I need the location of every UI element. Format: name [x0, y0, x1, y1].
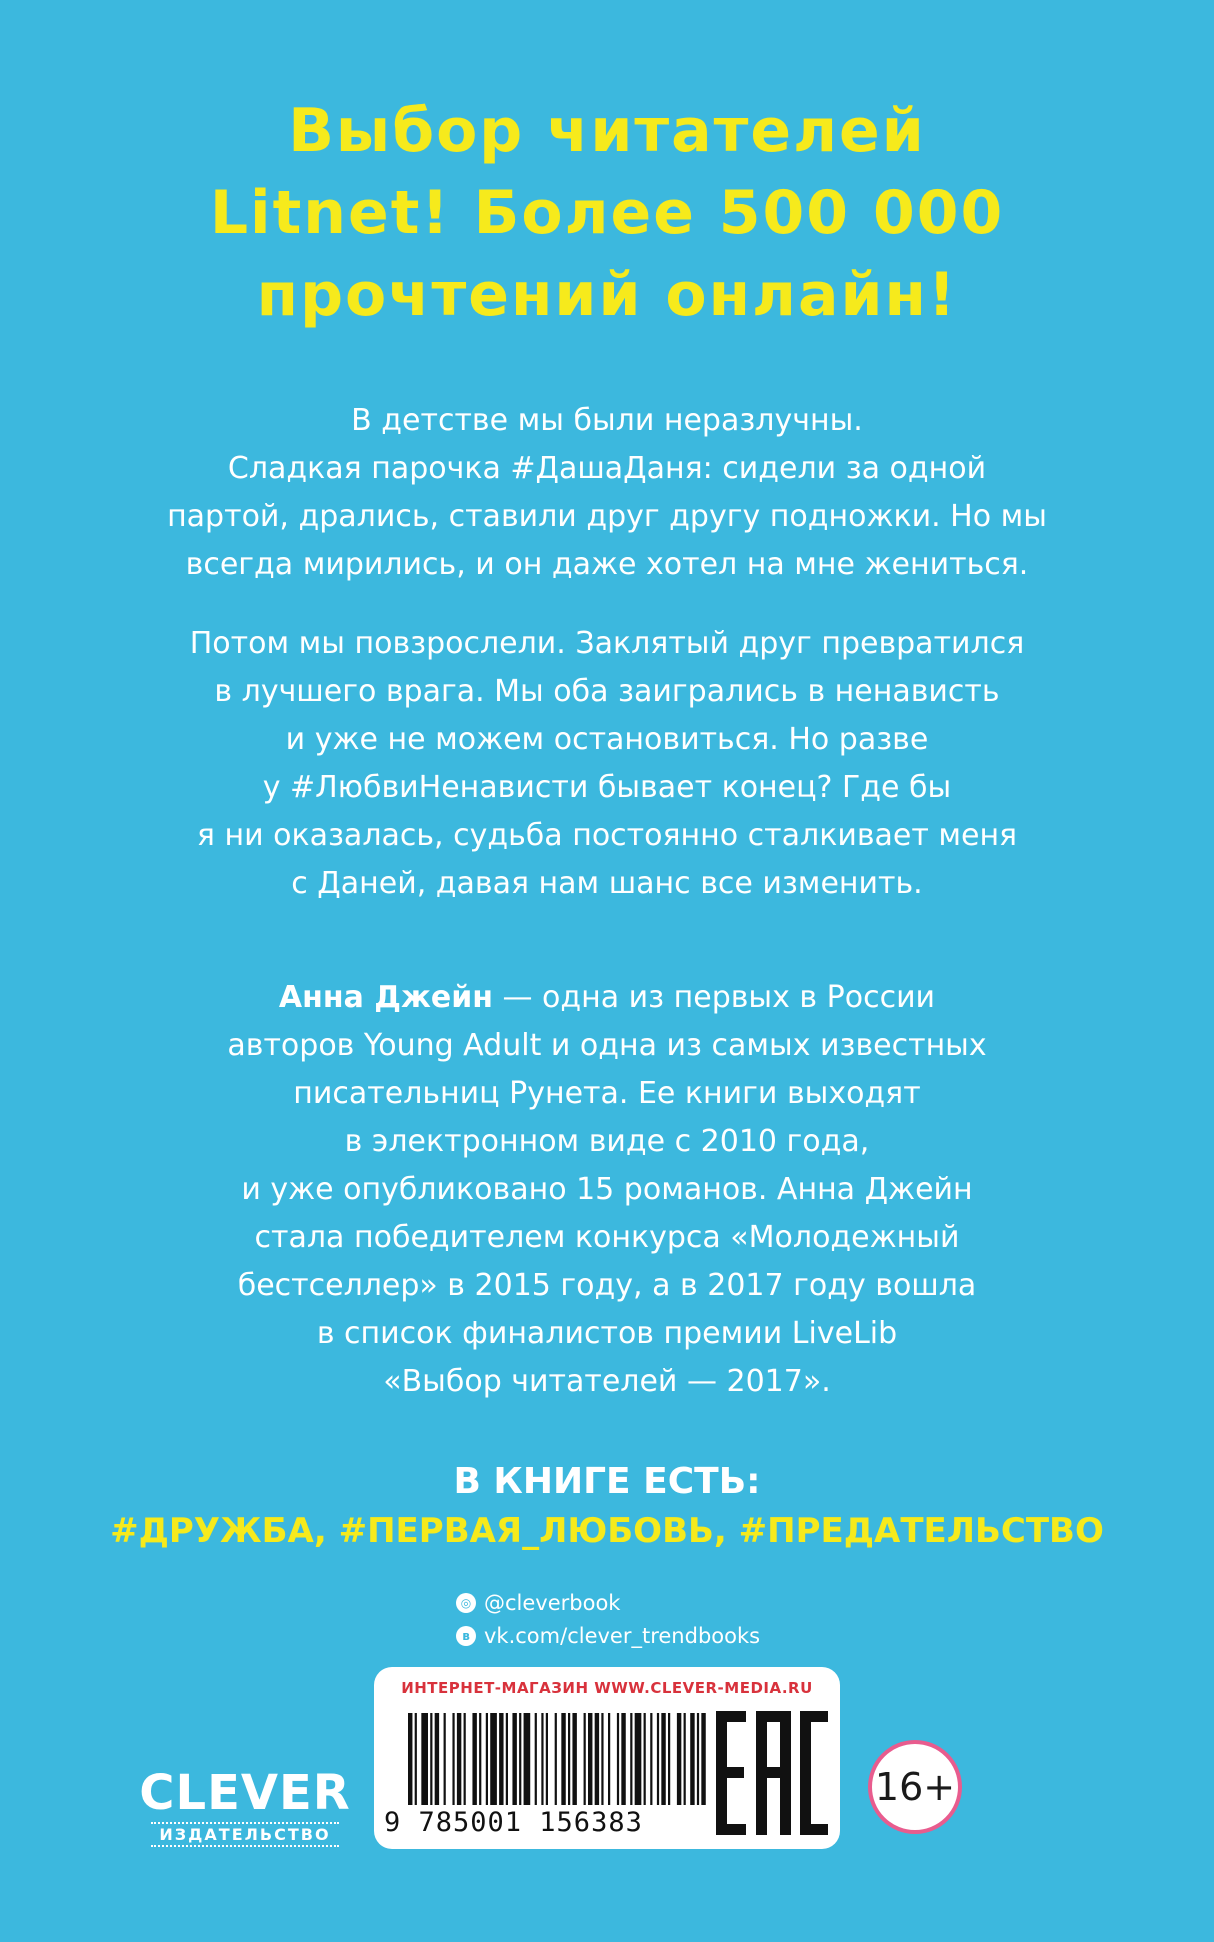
barcode-bar: [588, 1713, 592, 1805]
barcode-bar: [635, 1713, 642, 1805]
barcode-bar: [472, 1713, 476, 1805]
barcode-label: [374, 1667, 840, 1849]
paragraph-line: В детстве мы были неразлучны.: [351, 403, 863, 438]
barcode-bar: [701, 1713, 705, 1805]
barcode-bar: [452, 1713, 454, 1805]
barcode-bar: [490, 1713, 497, 1805]
barcode-bar: [568, 1713, 570, 1805]
barcode-bar: [668, 1713, 670, 1805]
barcode-bar: [435, 1713, 439, 1805]
paragraph-line: я ни оказалась, судьба постоянно сталкивает меня: [196, 818, 1018, 853]
barcode-bar: [584, 1713, 586, 1805]
publisher-logo: [130, 1765, 360, 1847]
barcode-bar: [644, 1713, 646, 1805]
paragraph-line: стала победителем конкурса «Молодежный: [254, 1220, 960, 1255]
headline-line: Litnet! Более 500 000: [209, 178, 1005, 248]
author-bio-first-line: — одна из первых в России: [492, 980, 936, 1015]
paragraph-line: и уже не можем остановиться. Но разве: [285, 722, 929, 757]
paragraph-line: авторов Young Adult и одна из самых известных: [227, 1028, 987, 1063]
paragraph-line: Сладкая парочка #ДашаДаня: сидели за одной: [227, 451, 987, 486]
paragraph-line: бестселлер» в 2015 году, а в 2017 году вошла: [237, 1268, 977, 1303]
barcode-bar: [408, 1713, 412, 1805]
barcode-bar: [430, 1713, 432, 1805]
paragraph-line: и уже опубликовано 15 романов. Анна Джейн: [241, 1172, 973, 1207]
barcode-bar: [421, 1713, 428, 1805]
instagram-icon: ◎: [456, 1593, 476, 1613]
barcode-bar: [657, 1713, 659, 1805]
barcode-bar: [535, 1713, 537, 1805]
publisher-subtitle: ИЗДАТЕЛЬСТВО: [151, 1822, 338, 1847]
tags-line: #ДРУЖБА, #ПЕРВАЯ_ЛЮБОВЬ, #ПРЕДАТЕЛЬСТВО: [110, 1511, 1104, 1551]
headline: [0, 90, 1214, 336]
barcode-bar: [512, 1713, 516, 1805]
paragraph-line: у #ЛюбвиНенависти бывает конец? Где бы: [262, 770, 952, 805]
shop-url: ИНТЕРНЕТ-МАГАЗИН WWW.CLEVER-MEDIA.RU: [401, 1679, 813, 1697]
barcode-bar: [524, 1713, 531, 1805]
tags-title: В КНИГЕ ЕСТЬ:: [453, 1461, 761, 1502]
instagram-handle: @cleverbook: [484, 1591, 621, 1615]
paragraph-line: всегда мирились, и он даже хотел на мне жениться.: [185, 547, 1029, 582]
paragraph-line: Потом мы повзрослели. Заклятый друг превратился: [189, 626, 1025, 661]
blurb-paragraph-2: [0, 620, 1214, 908]
headline-line: Выбор читателей: [288, 96, 926, 166]
paragraph-line: «Выбор читателей — 2017».: [383, 1364, 831, 1399]
paragraph-line: в электронном виде с 2010 года,: [344, 1124, 870, 1159]
barcode-bar: [486, 1713, 488, 1805]
barcode-bar: [464, 1713, 466, 1805]
barcode-bar: [630, 1713, 632, 1805]
headline-line: прочтений онлайн!: [256, 260, 958, 330]
instagram-link[interactable]: [456, 1588, 620, 1618]
barcode-bar: [457, 1713, 461, 1805]
paragraph-line: писательниц Рунета. Ее книги выходят: [293, 1076, 921, 1111]
publisher-name: CLEVER: [139, 1765, 351, 1821]
paragraph-line: [0, 974, 1214, 1022]
barcode-bar: [444, 1713, 446, 1805]
barcode-bar: [621, 1713, 625, 1805]
isbn-digits: 9 785001 156383: [384, 1807, 643, 1838]
paragraph-line: с Даней, давая нам шанс все изменить.: [291, 866, 923, 901]
barcode-bar: [697, 1713, 699, 1805]
paragraph-line: партой, дрались, ставили друг другу подножки. Но мы: [167, 499, 1047, 534]
barcode-bar: [555, 1713, 557, 1805]
barcode-bar: [561, 1713, 565, 1805]
barcode-bar: [617, 1713, 619, 1805]
barcode-bar: [506, 1713, 508, 1805]
paragraph-line: в лучшего врага. Мы оба заигрались в ненависть: [214, 674, 1000, 709]
eac-mark-icon: [712, 1707, 832, 1839]
barcode-bar: [608, 1713, 610, 1805]
blurb-paragraph-1: [0, 397, 1214, 589]
barcode-bar: [677, 1713, 681, 1805]
barcode-bar: [519, 1713, 521, 1805]
barcode-bar: [690, 1713, 694, 1805]
vk-link[interactable]: [456, 1621, 760, 1651]
barcode-bar: [499, 1713, 503, 1805]
barcode-bar: [650, 1713, 652, 1805]
barcode-bar: [415, 1713, 417, 1805]
barcode-bar: [541, 1713, 543, 1805]
author-name: Анна Джейн: [278, 980, 493, 1015]
barcode-bar: [601, 1713, 603, 1805]
barcode: [408, 1713, 708, 1805]
barcode-bar: [572, 1713, 576, 1805]
author-bio: [0, 974, 1214, 1406]
vk-icon: в: [456, 1626, 476, 1646]
paragraph-line: в список финалистов премии LiveLib: [316, 1316, 898, 1351]
barcode-bar: [684, 1713, 686, 1805]
barcode-bar: [595, 1713, 599, 1805]
barcode-bar: [479, 1713, 481, 1805]
vk-url: vk.com/clever_trendbooks: [484, 1624, 761, 1648]
barcode-bar: [661, 1713, 665, 1805]
age-rating-badge: 16+: [868, 1740, 962, 1834]
barcode-bar: [546, 1713, 548, 1805]
